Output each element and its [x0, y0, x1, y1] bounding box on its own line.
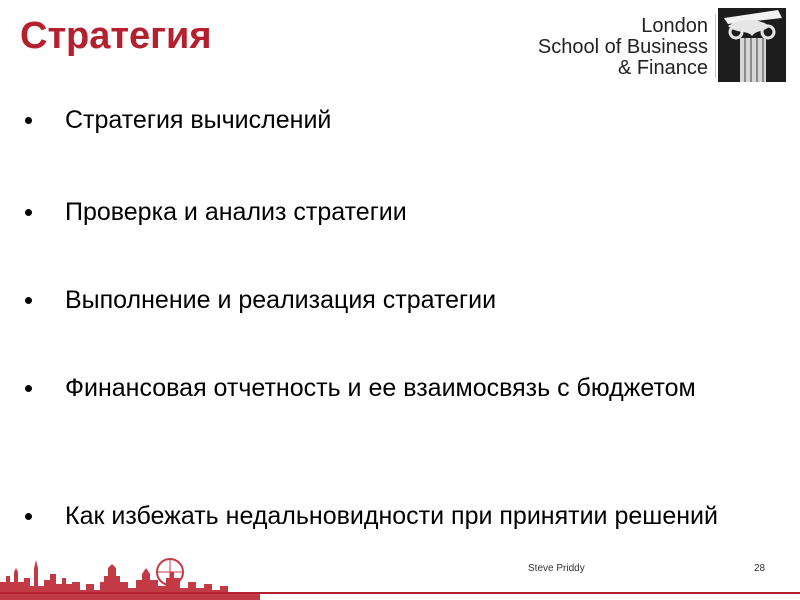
footer-rule [0, 592, 800, 594]
bullet-text: Финансовая отчетность и ее взаимосвязь с бюджетом [65, 374, 696, 402]
bullet-text: Как избежать недальновидности при принятии решений [65, 502, 718, 530]
bullet-text: Проверка и анализ стратегии [65, 198, 407, 226]
slide-number: 28 [754, 563, 766, 574]
slide-title: Стратегия [20, 15, 212, 57]
bullet-dot [25, 117, 32, 124]
bullet-dot [25, 385, 32, 392]
footer-author: Steve Priddy [528, 563, 585, 574]
bullet-text: Стратегия вычислений [65, 106, 332, 134]
logo-line-3: & Finance [617, 57, 708, 79]
logo-divider [715, 14, 716, 78]
bullet-dot [25, 297, 32, 304]
bullet-dot [25, 513, 32, 520]
school-logo-text [520, 16, 708, 79]
logo-line-1: London [641, 15, 708, 37]
bullet-dot [25, 209, 32, 216]
logo-line-2: School of Business [537, 36, 708, 58]
column-capital-icon [718, 8, 786, 82]
bullet-text: Выполнение и реализация стратегии [65, 286, 497, 314]
london-skyline-icon [0, 538, 260, 600]
